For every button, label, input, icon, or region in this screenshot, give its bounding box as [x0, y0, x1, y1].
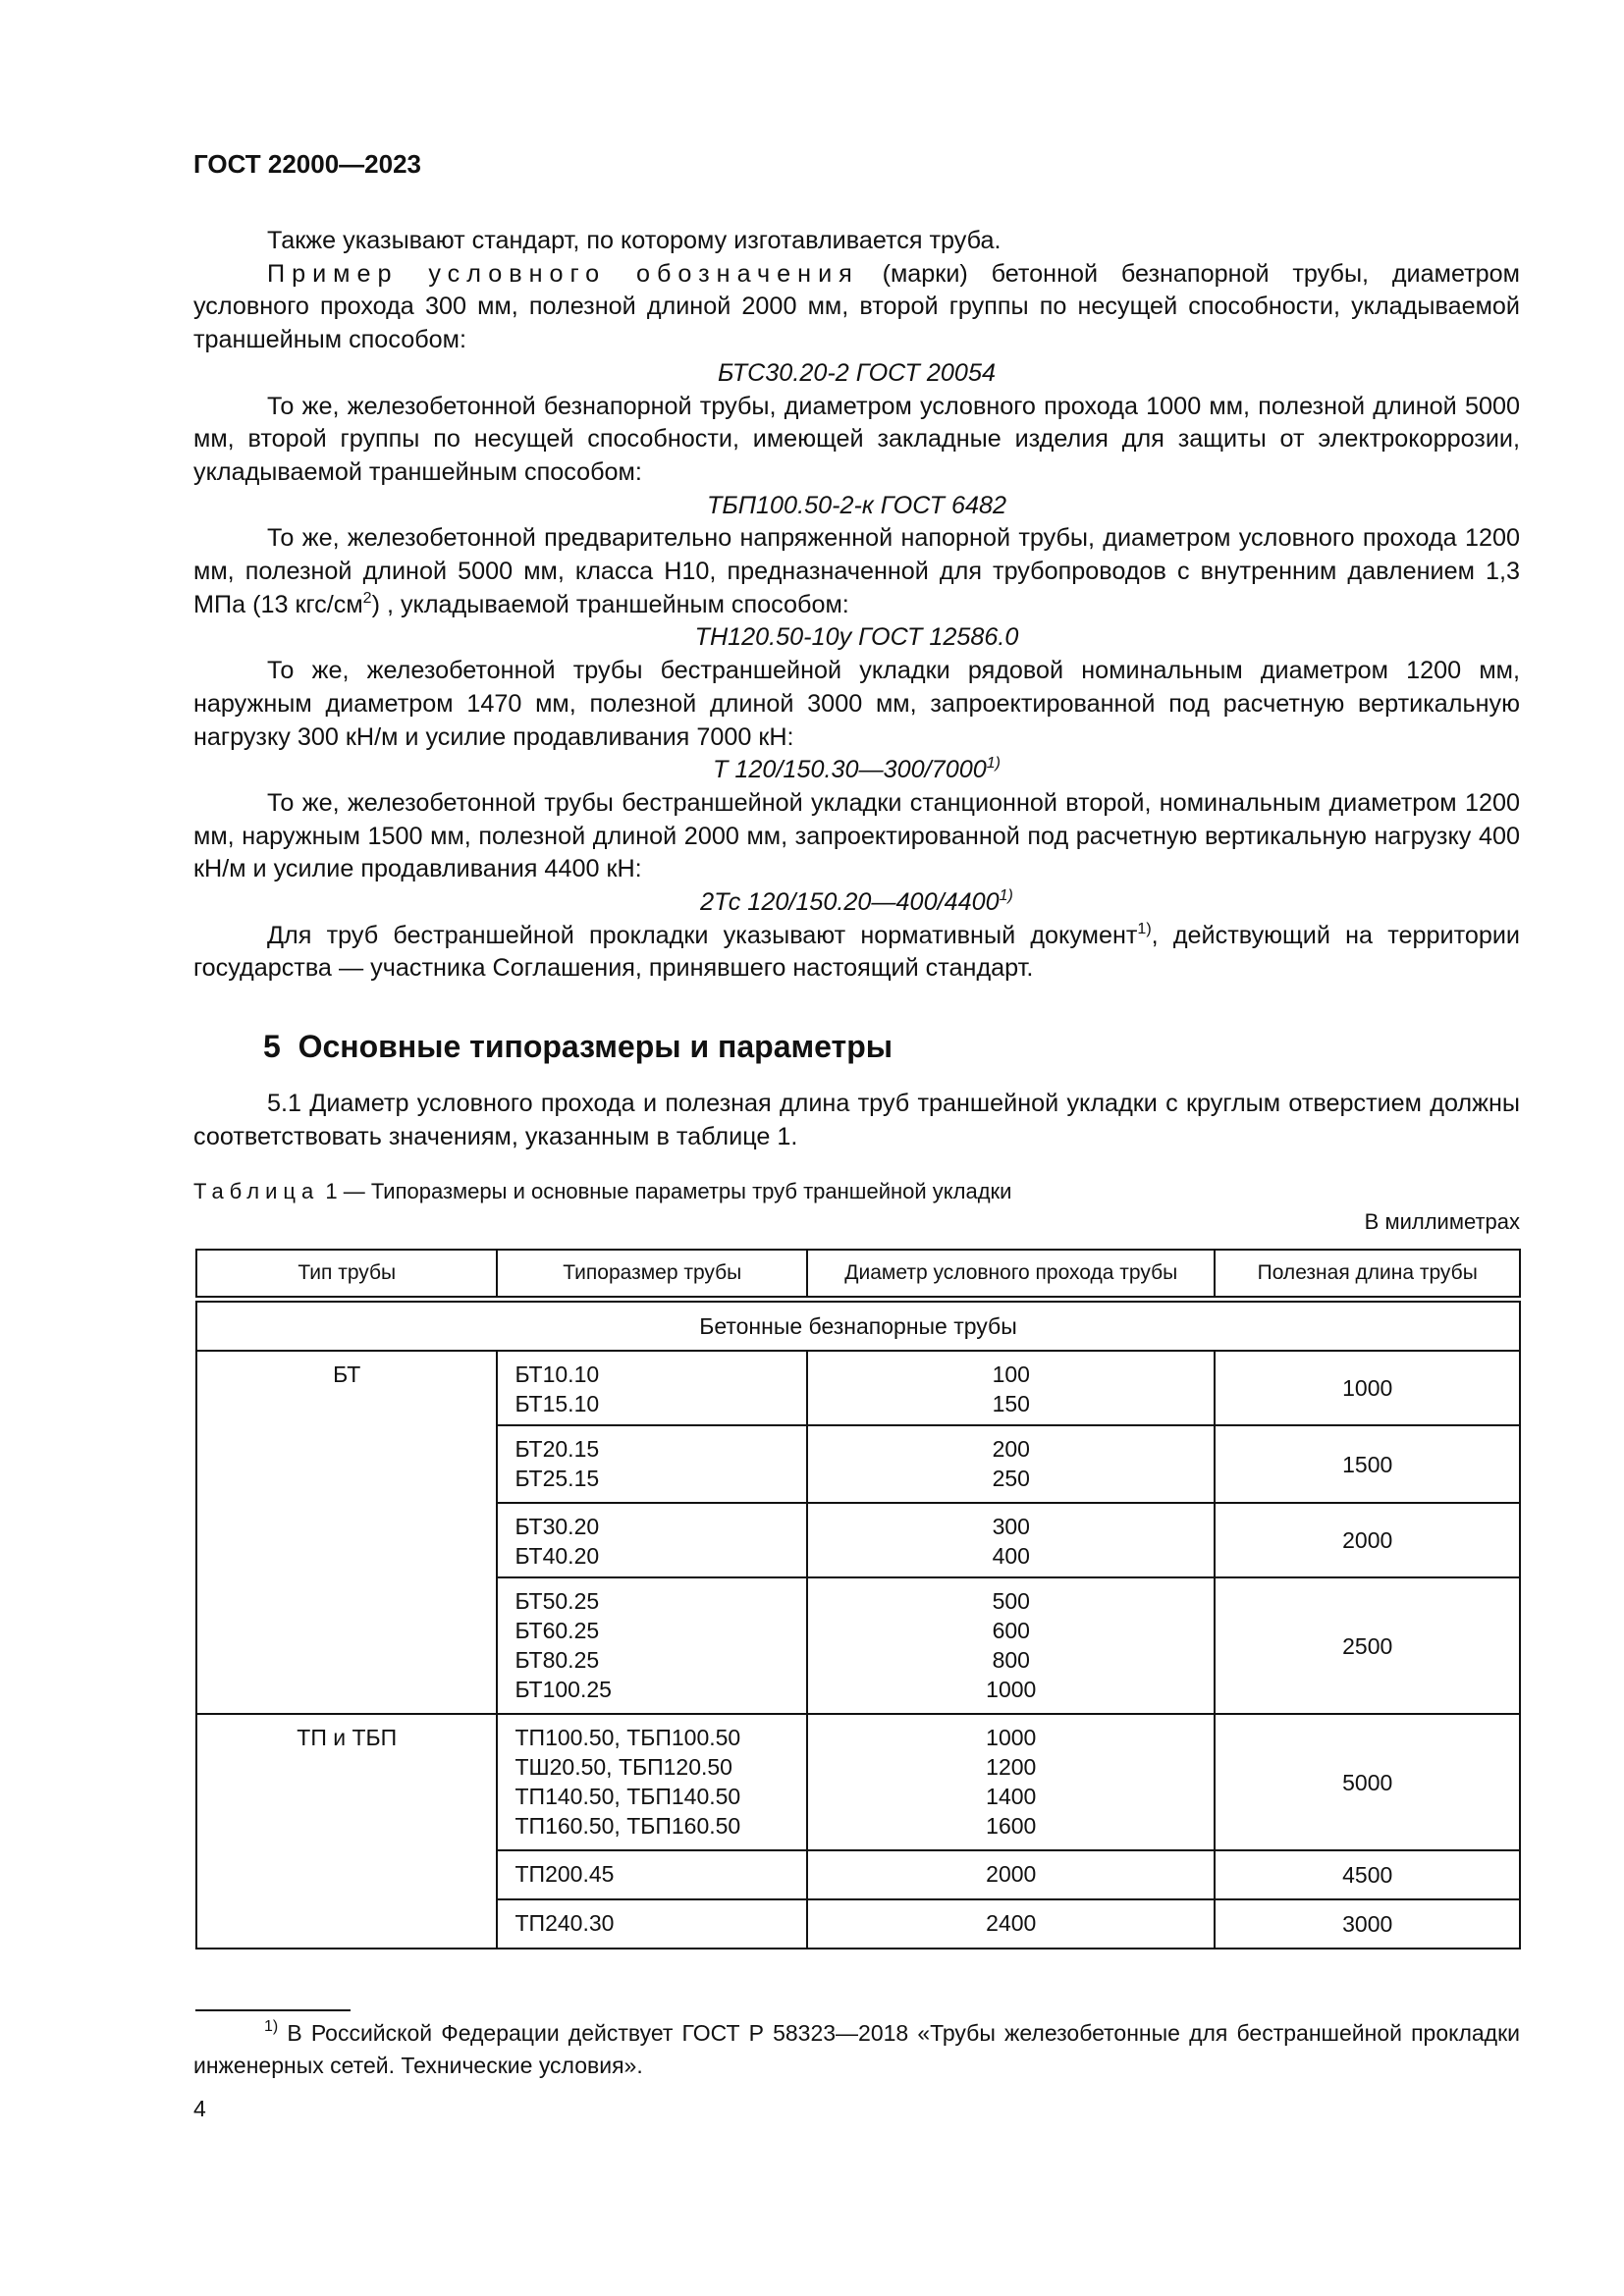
paragraph: То же, железобетонной безнапорной трубы, диаметром условного прохода 1000 мм, полезной длиной 5000 мм, второй группы по несущей способности, имеющей закладные изделия для защиты от электрокоррозии, укладываемой траншейным способом: — [193, 392, 1520, 486]
table-row — [196, 1351, 1520, 1425]
footnote-divider — [195, 2009, 351, 2011]
paragraph-text: (марки) бетонной безнапорной трубы, диаметром условного прохода 300 мм, полезной длиной 2000 мм, второй группы по несущей способности, укладываемой траншейным способом: — [193, 259, 1520, 354]
table-row — [196, 1714, 1520, 1850]
pipe-size-cell: ТП100.50, ТБП100.50 ТШ20.50, ТБП120.50 ТП140.50, ТБП140.50 ТП160.50, ТБП160.50 — [497, 1714, 807, 1850]
pipe-size-cell: БТ20.15 БТ25.15 — [497, 1425, 807, 1503]
parameters-table — [195, 1249, 1521, 1949]
diameter-cell: 1000 1200 1400 1600 — [807, 1714, 1215, 1850]
footnote-text: В Российской Федерации действует ГОСТ Р 58323—2018 «Трубы железобетонные для бестраншейной прокладки инженерных сетей. Технические условия». — [193, 2020, 1520, 2078]
paragraph-text: , действующий на территории государства — участника Соглашения, принявшего настоящий стандарт. — [193, 921, 1520, 983]
clause-5-1 — [193, 1088, 1520, 1153]
example-designation: БТС30.20-2 ГОСТ 20054 — [718, 358, 996, 387]
diameter-cell: 2000 — [807, 1850, 1215, 1899]
footnote — [193, 2017, 1520, 2082]
caption-label: Таблица — [193, 1179, 320, 1203]
footnote-ref[interactable]: 1) — [986, 755, 1001, 773]
example-designation — [193, 754, 1520, 787]
length-cell: 1000 — [1215, 1351, 1520, 1425]
table-caption — [193, 1179, 1011, 1204]
footnote-mark: 1) — [264, 2018, 279, 2035]
subheader: Бетонные безнапорные трубы — [196, 1300, 1520, 1352]
paragraph-text: То же, железобетонной предварительно напряженной напорной трубы, диаметром условного прохода 1200 мм, полезной длиной 5000 мм, класса Н10, предназначенной для трубопроводов с внутренним давлением 1,3 МПа (13 кгс/см — [193, 524, 1520, 618]
length-cell: 4500 — [1215, 1850, 1520, 1899]
example-designation: ТБП100.50-2-к ГОСТ 6482 — [707, 491, 1006, 519]
designation-text: Т 120/150.30—300/7000 — [713, 756, 987, 784]
diameter-cell: 2400 — [807, 1899, 1215, 1949]
diameter-cell: 300 400 — [807, 1503, 1215, 1577]
column-header: Диаметр условного прохода трубы — [807, 1250, 1215, 1300]
length-cell: 2000 — [1215, 1503, 1520, 1577]
pipe-type-cell: ТП и ТБП — [196, 1714, 497, 1949]
paragraph-text: ) , укладываемой траншейным способом: — [371, 590, 849, 618]
example-designation: ТН120.50-10у ГОСТ 12586.0 — [694, 623, 1019, 652]
page-number: 4 — [193, 2096, 206, 2121]
document-header: ГОСТ 22000—2023 — [193, 149, 421, 179]
pipe-size-cell: ТП200.45 — [497, 1850, 807, 1899]
pipe-size-cell: БТ10.10 БТ15.10 — [497, 1351, 807, 1425]
diameter-cell: 500 600 800 1000 — [807, 1577, 1215, 1714]
pipe-size-cell: БТ50.25 БТ60.25 БТ80.25 БТ100.25 — [497, 1577, 807, 1714]
length-cell: 2500 — [1215, 1577, 1520, 1714]
pipe-size-cell: ТП240.30 — [497, 1899, 807, 1949]
paragraph — [193, 522, 1520, 621]
length-cell: 5000 — [1215, 1714, 1520, 1850]
section-heading: 5 Основные типоразмеры и параметры — [263, 1029, 893, 1064]
table-units: В миллиметрах — [1364, 1209, 1520, 1234]
designation-text: 2Тс 120/150.20—400/4400 — [700, 888, 1000, 917]
spaced-term: Пример условного обозначения — [267, 259, 859, 288]
paragraph: 5.1 Диаметр условного прохода и полезная длина труб траншейной укладки с круглым отверстием должны соответствовать значениям, указанным в таблице 1. — [193, 1090, 1520, 1150]
footnote-ref[interactable]: 1) — [999, 887, 1013, 905]
paragraph: То же, железобетонной трубы бестраншейной укладки рядовой номинальным диаметром 1200 мм, наружным диаметром 1470 мм, полезной длиной 3000 мм, запроектированной под расчетную вертикальную нагрузку 300 кН/м и усилие продавливания 7000 кН: — [193, 657, 1520, 751]
paragraph — [193, 920, 1520, 986]
column-header: Типоразмер трубы — [497, 1250, 807, 1300]
paragraph-text: Для труб бестраншейной прокладки указывают нормативный документ — [267, 921, 1138, 949]
paragraph: Также указывают стандарт, по которому изготавливается труба. — [267, 227, 1001, 254]
pipe-type-cell: БТ — [196, 1351, 497, 1714]
caption-text: 1 — Типоразмеры и основные параметры труб траншейной укладки — [319, 1179, 1012, 1203]
diameter-cell: 200 250 — [807, 1425, 1215, 1503]
column-header: Полезная длина трубы — [1215, 1250, 1520, 1300]
length-cell: 1500 — [1215, 1425, 1520, 1503]
footnote-ref[interactable]: 1) — [1137, 920, 1152, 937]
body-text — [193, 225, 1520, 986]
table-subheader-row — [196, 1300, 1520, 1352]
paragraph — [193, 258, 1520, 357]
diameter-cell: 100 150 — [807, 1351, 1215, 1425]
table-header-row — [196, 1250, 1520, 1300]
column-header: Тип трубы — [196, 1250, 497, 1300]
superscript: 2 — [362, 589, 372, 607]
length-cell: 3000 — [1215, 1899, 1520, 1949]
pipe-size-cell: БТ30.20 БТ40.20 — [497, 1503, 807, 1577]
paragraph: То же, железобетонной трубы бестраншейной укладки станционной второй, номинальным диаметром 1200 мм, наружным 1500 мм, полезной длиной 2000 мм, запроектированной под расчетную вертикальную нагрузку 400 кН/м и усилие продавливания 4400 кН: — [193, 788, 1520, 883]
example-designation — [193, 886, 1520, 920]
